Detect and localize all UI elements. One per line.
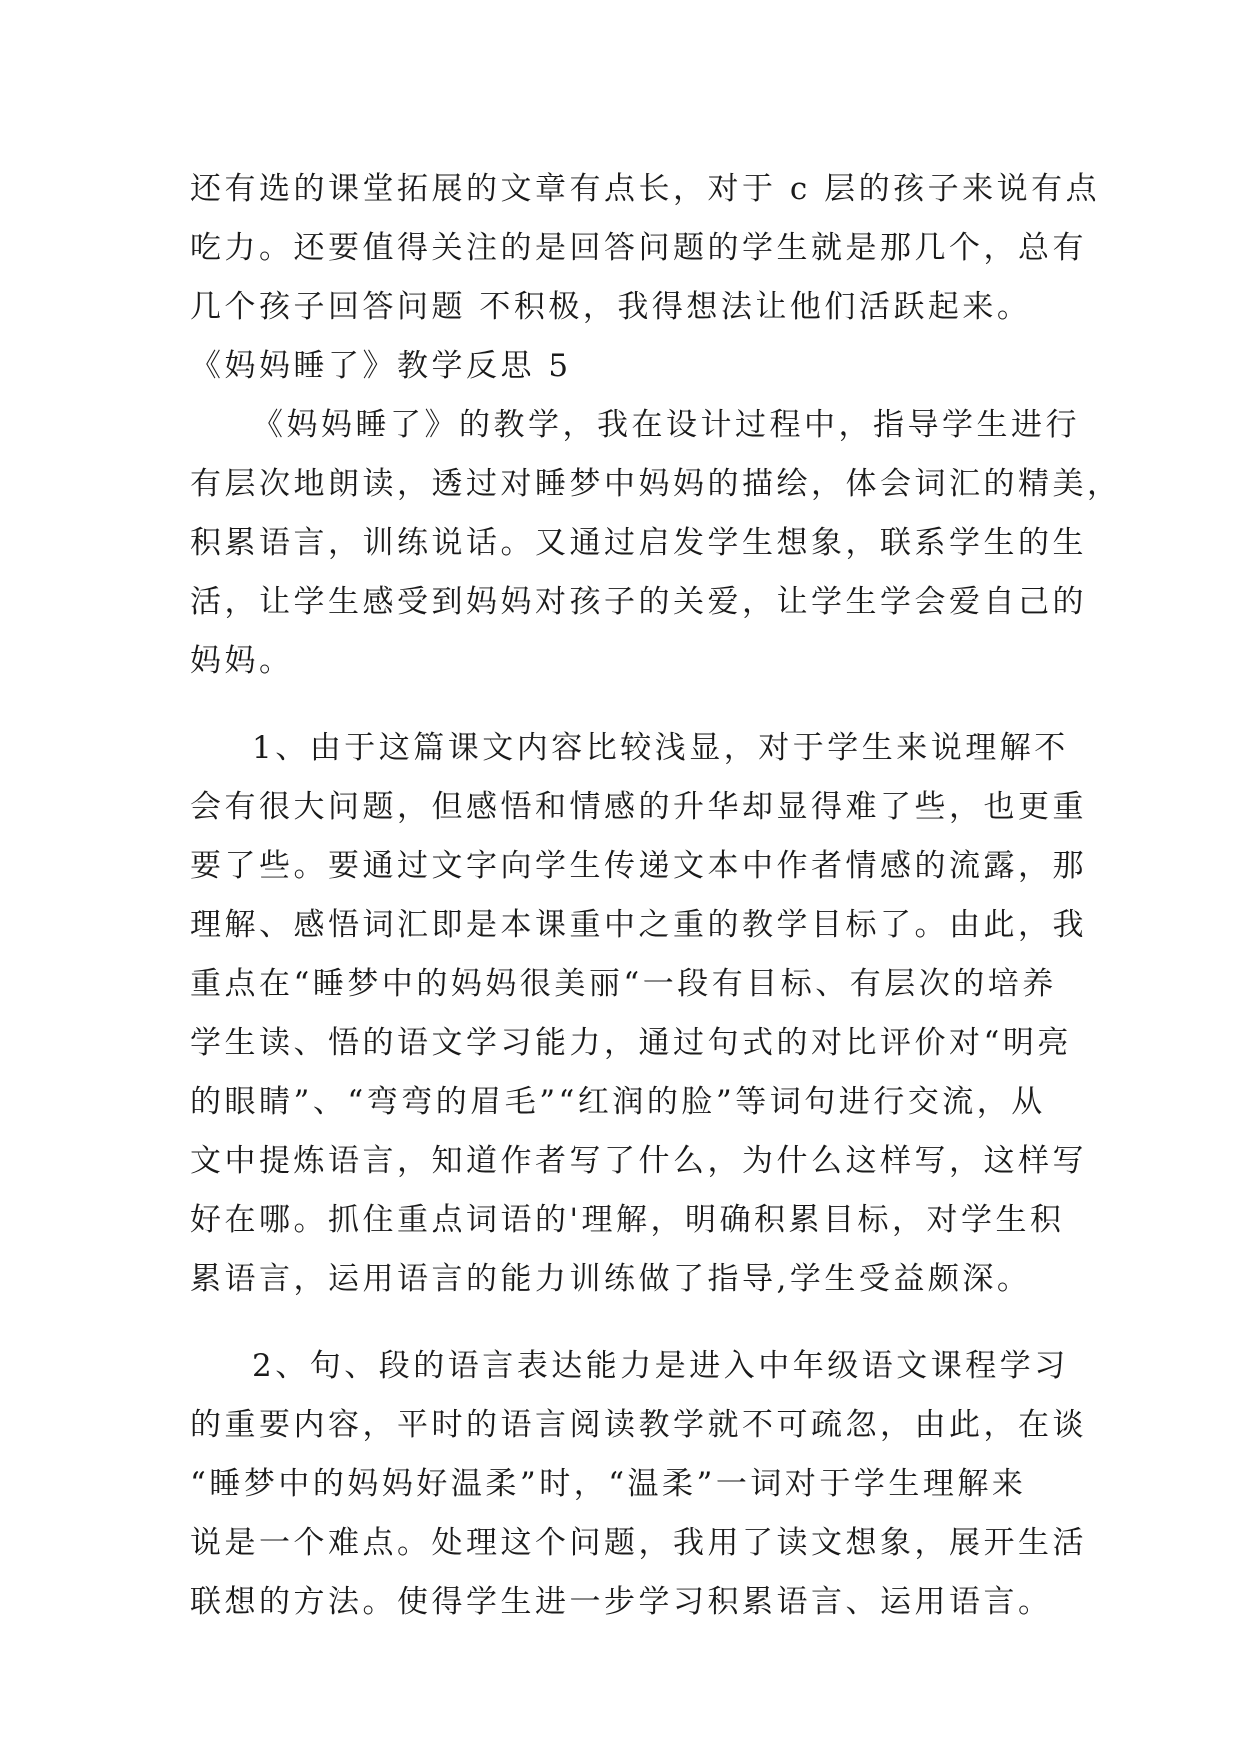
- text-line: 重点在“睡梦中的妈妈很美丽“一段有目标、有层次的培养: [190, 966, 1057, 1002]
- text-line: 理解、感悟词汇即是本课重中之重的教学目标了。由此，我: [190, 907, 1087, 943]
- text-line: 《妈妈睡了》的教学，我在设计过程中，指导学生进行: [252, 407, 1080, 443]
- text-line: 积累语言，训练说话。又通过启发学生想象，联系学生的生: [190, 525, 1087, 561]
- paragraph-continuation: [190, 160, 1101, 337]
- text-line: 活，让学生感受到妈妈对孩子的关爱，让学生学会爱自己的: [190, 584, 1087, 620]
- text-line: 累语言，运用语言的能力训练做了指导,学生受益颇深。: [190, 1261, 1032, 1297]
- text-line: 要了些。要通过文字向学生传递文本中作者情感的流露，那: [190, 848, 1087, 884]
- text-line: 吃力。还要值得关注的是回答问题的学生就是那几个，总有: [190, 230, 1087, 266]
- paragraph-point-2: [190, 1337, 1087, 1632]
- text-line: 联想的方法。使得学生进一步学习积累语言、运用语言。: [190, 1584, 1053, 1620]
- text-line: 1、由于这篇课文内容比较浅显，对于学生来说理解不: [252, 730, 1069, 766]
- paragraph-gap: [190, 691, 1060, 719]
- text-line: 的重要内容，平时的语言阅读教学就不可疏忽，由此，在谈: [190, 1407, 1087, 1443]
- text-line: 有层次地朗读，透过对睡梦中妈妈的描绘，体会词汇的精美，: [190, 466, 1122, 502]
- text-line: 学生读、悟的语文学习能力，通过句式的对比评价对“明亮: [190, 1025, 1072, 1061]
- text-line: 好在哪。抓住重点词语的'理解，明确积累目标，对学生积: [190, 1202, 1065, 1238]
- document-body: [190, 160, 1122, 1632]
- text-line: 还有选的课堂拓展的文章有点长，对于 c 层的孩子来说有点: [190, 171, 1101, 207]
- paragraph-point-1: [190, 719, 1087, 1309]
- text-line: 说是一个难点。处理这个问题，我用了读文想象，展开生活: [190, 1525, 1087, 1561]
- text-line: 几个孩子回答问题 不积极，我得想法让他们活跃起来。: [190, 289, 1032, 325]
- text-line: 文中提炼语言，知道作者写了什么，为什么这样写，这样写: [190, 1143, 1087, 1179]
- paragraph-intro: [190, 396, 1122, 691]
- text-line: 的眼睛”、“弯弯的眉毛”“红润的脸”等词句进行交流，从: [190, 1084, 1046, 1120]
- paragraph-gap: [190, 1309, 1060, 1337]
- section-heading: 《妈妈睡了》教学反思 5: [190, 348, 572, 384]
- text-line: 会有很大问题，但感悟和情感的升华却显得难了些，也更重: [190, 789, 1087, 825]
- text-line: 2、句、段的语言表达能力是进入中年级语文课程学习: [252, 1348, 1069, 1384]
- text-line: 妈妈。: [190, 643, 294, 679]
- text-line: “睡梦中的妈妈好温柔”时，“温柔”一词对于学生理解来: [190, 1466, 1027, 1502]
